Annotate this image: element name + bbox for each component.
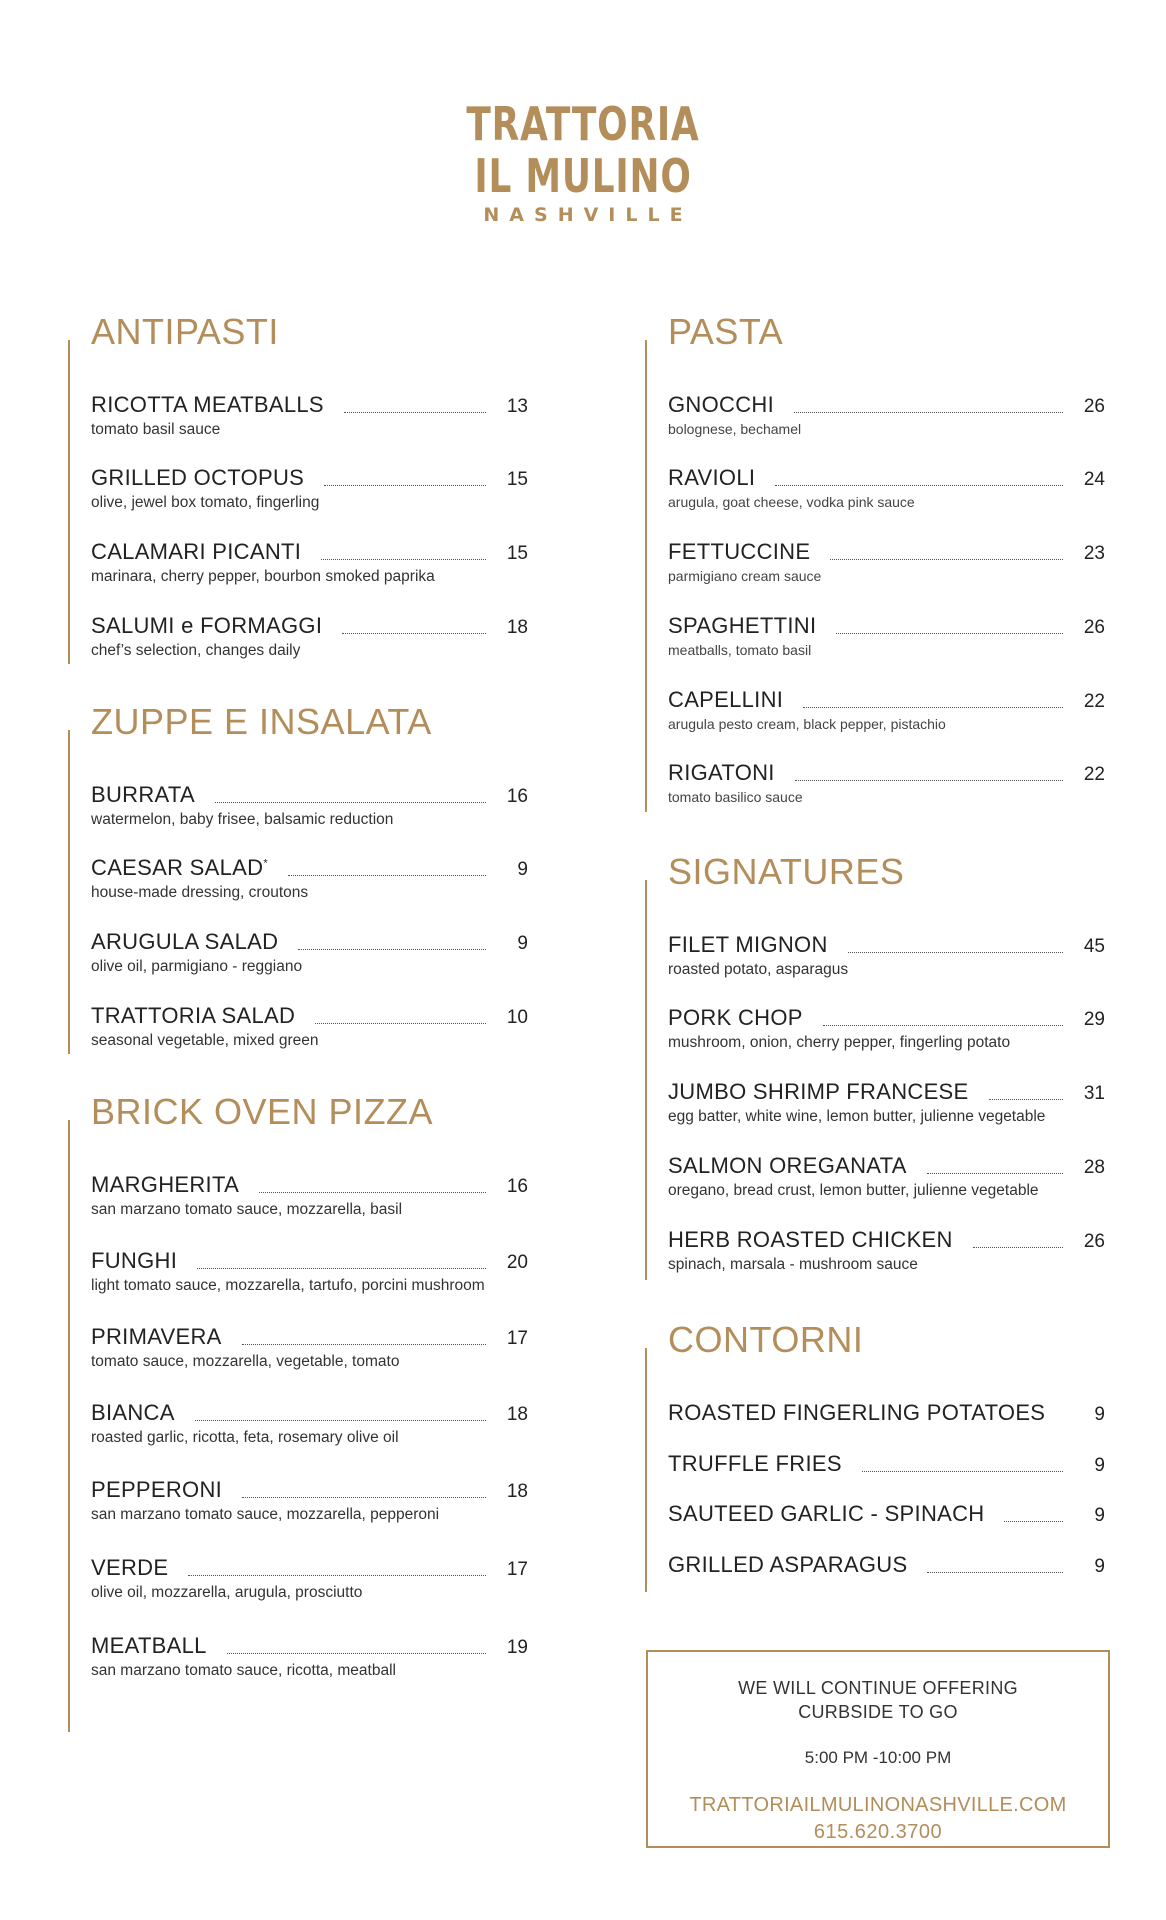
item-name: PORK CHOP bbox=[668, 1005, 803, 1030]
item-description: house-made dressing, croutons bbox=[91, 884, 309, 901]
item-description: tomato basilico sauce bbox=[668, 789, 803, 805]
dot-leader bbox=[1004, 1520, 1063, 1522]
dot-leader bbox=[188, 1574, 486, 1576]
item-name: RIGATONI bbox=[668, 760, 775, 785]
item-description: san marzano tomato sauce, mozzarella, basil bbox=[91, 1201, 403, 1218]
item-name: CAESAR SALAD* bbox=[91, 855, 268, 880]
item-description: mushroom, onion, cherry pepper, fingerling potato bbox=[668, 1034, 1011, 1051]
item-name: HERB ROASTED CHICKEN bbox=[668, 1227, 953, 1252]
item-name: BIANCA bbox=[91, 1400, 175, 1425]
item-price: 24 bbox=[1083, 469, 1105, 490]
item-price: 9 bbox=[517, 933, 528, 954]
item-name: ROASTED FINGERLING POTATOES bbox=[668, 1400, 1046, 1425]
item-name: CAPELLINI bbox=[668, 687, 784, 712]
dot-leader bbox=[259, 1191, 486, 1193]
item-description: tomato basil sauce bbox=[91, 421, 221, 438]
section-title: PASTA bbox=[668, 311, 784, 352]
item-name: CALAMARI PICANTI bbox=[91, 539, 302, 564]
item-price: 9 bbox=[1094, 1505, 1105, 1526]
item-description: marinara, cherry pepper, bourbon smoked paprika bbox=[91, 568, 435, 585]
menu-item bbox=[668, 1079, 1105, 1129]
section-zuppe-e-insalata bbox=[68, 702, 528, 1054]
item-name: SAUTEED GARLIC - SPINACH bbox=[668, 1501, 985, 1526]
item-description: roasted potato, asparagus bbox=[668, 961, 849, 978]
item-name: FILET MIGNON bbox=[668, 932, 828, 957]
dot-leader bbox=[830, 558, 1063, 560]
item-price: 9 bbox=[1094, 1404, 1105, 1425]
menu-item bbox=[91, 613, 528, 663]
dot-leader bbox=[927, 1571, 1063, 1573]
item-name: FUNGHI bbox=[91, 1248, 178, 1273]
dot-leader bbox=[775, 484, 1063, 486]
asterisk-mark: * bbox=[263, 857, 268, 870]
section-divider bbox=[645, 1348, 647, 1592]
menu-item bbox=[91, 1324, 528, 1374]
item-name: SALMON OREGANATA bbox=[668, 1153, 907, 1178]
menu-item bbox=[668, 1227, 1105, 1277]
dot-leader bbox=[823, 1024, 1063, 1026]
menu-item bbox=[91, 1400, 528, 1450]
logo-line-trattoria: TRATTORIA bbox=[466, 97, 700, 151]
logo-line-nashville: NASHVILLE bbox=[483, 204, 693, 226]
dot-leader bbox=[315, 1022, 486, 1024]
item-description: seasonal vegetable, mixed green bbox=[91, 1032, 319, 1049]
item-description: parmigiano cream sauce bbox=[668, 568, 822, 584]
item-price: 26 bbox=[1083, 1231, 1105, 1252]
dot-leader bbox=[848, 951, 1063, 953]
dot-leader bbox=[342, 632, 486, 634]
item-description: spinach, marsala - mushroom sauce bbox=[668, 1256, 918, 1273]
menu-item bbox=[91, 1477, 528, 1527]
phone-number[interactable]: 615.620.3700 bbox=[813, 1821, 943, 1843]
menu-item bbox=[91, 539, 528, 589]
menu-item bbox=[91, 1248, 528, 1298]
item-price: 29 bbox=[1083, 1009, 1105, 1030]
section-brick-oven-pizza bbox=[68, 1092, 528, 1732]
item-price: 26 bbox=[1083, 396, 1105, 417]
item-price: 15 bbox=[506, 469, 528, 490]
item-name: JUMBO SHRIMP FRANCESE bbox=[668, 1079, 969, 1104]
item-price: 28 bbox=[1083, 1157, 1105, 1178]
menu-item bbox=[668, 932, 1105, 982]
item-price: 18 bbox=[506, 1481, 528, 1502]
menu-item bbox=[668, 539, 1105, 589]
dot-leader bbox=[242, 1496, 486, 1498]
section-title: ZUPPE E INSALATA bbox=[91, 701, 432, 742]
section-divider bbox=[68, 340, 70, 664]
item-name: ARUGULA SALAD bbox=[91, 929, 279, 954]
menu-item bbox=[668, 1501, 1105, 1531]
menu-item bbox=[91, 1555, 528, 1605]
item-description: olive, jewel box tomato, fingerling bbox=[91, 494, 320, 511]
curbside-notice-box bbox=[646, 1650, 1110, 1848]
dot-leader bbox=[794, 411, 1063, 413]
dot-leader bbox=[324, 484, 486, 486]
item-name: FETTUCCINE bbox=[668, 539, 811, 564]
section-antipasti bbox=[68, 312, 528, 664]
section-title: CONTORNI bbox=[668, 1319, 864, 1360]
menu-item bbox=[668, 760, 1105, 810]
item-description: meatballs, tomato basil bbox=[668, 642, 812, 658]
item-price: 16 bbox=[506, 1176, 528, 1197]
section-title: BRICK OVEN PIZZA bbox=[91, 1091, 434, 1132]
dot-leader bbox=[242, 1343, 486, 1345]
menu-item bbox=[91, 782, 528, 832]
item-price: 9 bbox=[1094, 1455, 1105, 1476]
menu-item bbox=[668, 465, 1105, 515]
menu-item bbox=[91, 1172, 528, 1222]
menu-item bbox=[91, 929, 528, 979]
dot-leader bbox=[195, 1419, 486, 1421]
item-price: 16 bbox=[506, 786, 528, 807]
item-name: PRIMAVERA bbox=[91, 1324, 222, 1349]
item-price: 10 bbox=[506, 1007, 528, 1028]
item-price: 9 bbox=[1094, 1556, 1105, 1577]
menu-item bbox=[91, 392, 528, 442]
item-description: watermelon, baby frisee, balsamic reduction bbox=[91, 811, 394, 828]
item-price: 31 bbox=[1083, 1083, 1105, 1104]
item-name: GRILLED ASPARAGUS bbox=[668, 1552, 908, 1577]
item-name: GNOCCHI bbox=[668, 392, 774, 417]
item-price: 17 bbox=[506, 1559, 528, 1580]
item-price: 20 bbox=[506, 1252, 528, 1273]
notice-line-1: WE WILL CONTINUE OFFERING bbox=[738, 1678, 1018, 1698]
item-name: SPAGHETTINI bbox=[668, 613, 817, 638]
item-price: 22 bbox=[1083, 764, 1105, 785]
dot-leader bbox=[862, 1470, 1063, 1472]
item-name: RAVIOLI bbox=[668, 465, 756, 490]
item-description: roasted garlic, ricotta, feta, rosemary olive oil bbox=[91, 1429, 399, 1446]
item-name: TRATTORIA SALAD bbox=[91, 1003, 296, 1028]
item-description: bolognese, bechamel bbox=[668, 421, 802, 437]
item-description: oregano, bread crust, lemon butter, julienne vegetable bbox=[668, 1182, 1039, 1199]
dot-leader bbox=[927, 1172, 1063, 1174]
item-description: olive oil, mozzarella, arugula, prosciutto bbox=[91, 1584, 363, 1601]
item-description: arugula pesto cream, black pepper, pistachio bbox=[668, 716, 946, 732]
item-description: tomato sauce, mozzarella, vegetable, tomato bbox=[91, 1353, 400, 1370]
section-divider bbox=[68, 1120, 70, 1732]
dot-leader bbox=[215, 801, 486, 803]
item-name: VERDE bbox=[91, 1555, 169, 1580]
item-price: 26 bbox=[1083, 617, 1105, 638]
section-title: SIGNATURES bbox=[668, 851, 905, 892]
dot-leader bbox=[836, 632, 1063, 634]
item-price: 23 bbox=[1083, 543, 1105, 564]
item-price: 15 bbox=[506, 543, 528, 564]
dot-leader bbox=[321, 558, 486, 560]
item-price: 45 bbox=[1083, 936, 1105, 957]
section-divider bbox=[645, 880, 647, 1280]
item-description: san marzano tomato sauce, mozzarella, pepperoni bbox=[91, 1506, 440, 1523]
section-title: ANTIPASTI bbox=[91, 311, 279, 352]
dot-leader bbox=[973, 1246, 1063, 1248]
dot-leader bbox=[795, 779, 1063, 781]
notice-hours: 5:00 PM -10:00 PM bbox=[804, 1748, 952, 1767]
item-price: 9 bbox=[517, 859, 528, 880]
item-description: light tomato sauce, mozzarella, tartufo, porcini mushroom bbox=[91, 1277, 485, 1294]
dot-leader bbox=[344, 411, 486, 413]
item-price: 13 bbox=[506, 396, 528, 417]
item-description: arugula, goat cheese, vodka pink sauce bbox=[668, 494, 915, 510]
item-name: PEPPERONI bbox=[91, 1477, 223, 1502]
menu-item bbox=[668, 1451, 1105, 1481]
menu-item bbox=[91, 465, 528, 515]
dot-leader bbox=[298, 948, 486, 950]
item-price: 18 bbox=[506, 617, 528, 638]
menu-item bbox=[91, 1633, 528, 1683]
menu-item bbox=[91, 855, 528, 905]
dot-leader bbox=[227, 1652, 486, 1654]
menu-item bbox=[668, 613, 1105, 663]
item-name: BURRATA bbox=[91, 782, 195, 807]
website-link[interactable]: TRATTORIAILMULINONASHVILLE.COM bbox=[689, 1794, 1067, 1816]
dot-leader bbox=[803, 706, 1063, 708]
logo-line-il-mulino: IL MULINO bbox=[474, 149, 692, 203]
menu-item bbox=[668, 1552, 1105, 1582]
section-divider bbox=[645, 340, 647, 812]
notice-line-2: CURBSIDE TO GO bbox=[798, 1702, 958, 1722]
menu-item bbox=[668, 1153, 1105, 1203]
section-pasta bbox=[645, 312, 1105, 812]
menu-item bbox=[668, 1400, 1105, 1430]
item-price: 19 bbox=[506, 1637, 528, 1658]
dot-leader bbox=[197, 1267, 486, 1269]
section-divider bbox=[68, 730, 70, 1054]
dot-leader bbox=[989, 1098, 1064, 1100]
item-name: MEATBALL bbox=[91, 1633, 207, 1658]
item-name: GRILLED OCTOPUS bbox=[91, 465, 305, 490]
menu-item bbox=[668, 392, 1105, 442]
restaurant-logo bbox=[0, 98, 1166, 226]
item-description: san marzano tomato sauce, ricotta, meatball bbox=[91, 1662, 396, 1679]
section-contorni bbox=[645, 1320, 1105, 1592]
item-price: 18 bbox=[506, 1404, 528, 1425]
menu-item bbox=[668, 687, 1105, 737]
item-description: chef’s selection, changes daily bbox=[91, 642, 301, 659]
item-price: 22 bbox=[1083, 691, 1105, 712]
item-description: egg batter, white wine, lemon butter, julienne vegetable bbox=[668, 1108, 1046, 1125]
item-name: RICOTTA MEATBALLS bbox=[91, 392, 324, 417]
menu-item bbox=[668, 1005, 1105, 1055]
item-description: olive oil, parmigiano - reggiano bbox=[91, 958, 303, 975]
item-name: MARGHERITA bbox=[91, 1172, 240, 1197]
item-name: SALUMI e FORMAGGI bbox=[91, 613, 323, 638]
item-price: 17 bbox=[506, 1328, 528, 1349]
dot-leader bbox=[288, 874, 486, 876]
menu-item bbox=[91, 1003, 528, 1053]
section-signatures bbox=[645, 852, 1105, 1280]
item-name: TRUFFLE FRIES bbox=[668, 1451, 842, 1476]
